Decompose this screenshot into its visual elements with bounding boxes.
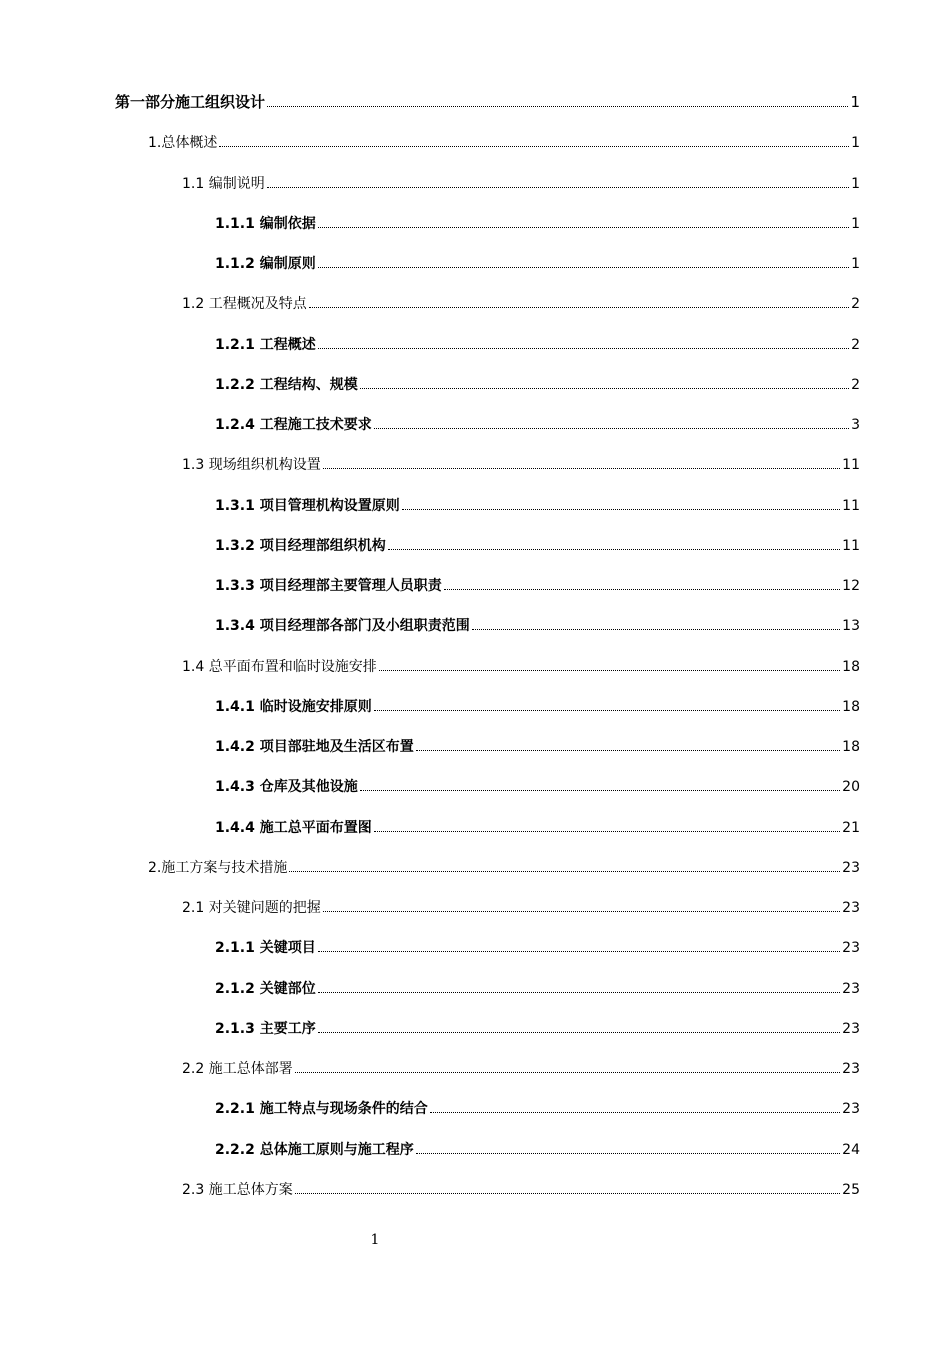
toc-entry-page-number: 23 (842, 900, 860, 916)
toc-entry-page-number: 12 (842, 578, 860, 594)
toc-row (0, 609, 950, 649)
toc-row (0, 448, 950, 488)
toc-row (0, 1012, 950, 1052)
toc-row (0, 1092, 950, 1132)
toc-leader-dots (416, 736, 840, 751)
toc-leader-dots (374, 817, 840, 832)
toc-entry[interactable] (115, 92, 860, 112)
toc-entry-page-number: 3 (851, 417, 860, 433)
table-of-contents (0, 86, 950, 1213)
toc-row (0, 770, 950, 810)
toc-entry-page-number: 24 (842, 1141, 860, 1158)
toc-row (0, 529, 950, 569)
toc-entry-label: 2.2.1 施工特点与现场条件的结合 (215, 1101, 428, 1118)
toc-entry-page-number: 1 (851, 256, 860, 272)
toc-entry-label: 1.2.1 工程概述 (215, 336, 316, 353)
toc-entry-label: 1.2.2 工程结构、规模 (215, 376, 358, 393)
toc-leader-dots (318, 937, 840, 952)
toc-entry-page-number: 23 (842, 1101, 860, 1118)
toc-row (0, 368, 950, 408)
toc-entry-label: 1.4.3 仓库及其他设施 (215, 779, 358, 796)
toc-row (0, 408, 950, 448)
toc-entry-page-number: 11 (842, 497, 860, 514)
toc-entry-label: 1.4.4 施工总平面布置图 (215, 819, 372, 836)
toc-row (0, 247, 950, 287)
toc-row (0, 1173, 950, 1213)
toc-row (0, 86, 950, 126)
toc-entry-label: 2.1.3 主要工序 (215, 1020, 316, 1037)
toc-entry[interactable] (215, 978, 860, 999)
toc-entry-page-number: 13 (842, 618, 860, 635)
toc-entry-page-number: 1 (850, 93, 860, 111)
toc-entry-page-number: 11 (842, 457, 860, 474)
toc-leader-dots (318, 978, 840, 993)
toc-entry-label: 2.1.1 关键项目 (215, 940, 316, 957)
toc-entry-page-number: 21 (842, 819, 860, 836)
toc-leader-dots (388, 535, 840, 550)
toc-entry[interactable] (215, 253, 860, 274)
toc-entry-label: 2.2 施工总体部署 (182, 1061, 293, 1077)
toc-entry-label: 2.1 对关键问题的把握 (182, 900, 321, 916)
toc-leader-dots (472, 615, 840, 630)
toc-entry[interactable] (215, 736, 860, 757)
toc-leader-dots (374, 414, 849, 429)
toc-entry-page-number: 23 (842, 1020, 860, 1037)
toc-row (0, 1052, 950, 1092)
toc-entry-page-number: 18 (842, 698, 860, 715)
toc-leader-dots (318, 334, 849, 349)
toc-entry-label: 2.1.2 关键部位 (215, 980, 316, 997)
toc-entry[interactable] (215, 213, 860, 234)
toc-entry[interactable] (182, 454, 860, 475)
footer-page-number: 1 (370, 1232, 380, 1248)
toc-entry-label: 1.4.1 临时设施安排原则 (215, 698, 372, 715)
toc-entry-label: 1.1 编制说明 (182, 175, 265, 192)
toc-entry-page-number: 1 (851, 175, 860, 192)
toc-row (0, 569, 950, 609)
toc-entry[interactable] (215, 535, 860, 556)
toc-entry-page-number: 2 (851, 336, 860, 353)
toc-row (0, 891, 950, 931)
toc-row (0, 931, 950, 971)
toc-entry-label: 1.3.3 项目经理部主要管理人员职责 (215, 578, 442, 594)
toc-entry-label: 2.3 施工总体方案 (182, 1181, 293, 1198)
toc-entry[interactable] (182, 1179, 860, 1200)
toc-entry[interactable] (215, 334, 860, 355)
toc-row (0, 972, 950, 1012)
toc-entry-page-number: 23 (842, 980, 860, 997)
toc-leader-dots (318, 1018, 840, 1033)
toc-leader-dots (430, 1098, 840, 1113)
page-footer (0, 1232, 950, 1248)
toc-entry[interactable] (215, 817, 860, 838)
toc-row (0, 167, 950, 207)
toc-entry-page-number: 18 (842, 658, 860, 675)
toc-entry-label: 1.1.2 编制原则 (215, 256, 316, 272)
toc-entry[interactable] (148, 132, 860, 153)
toc-entry-page-number: 1 (851, 215, 860, 232)
toc-entry-page-number: 2 (851, 296, 860, 313)
toc-leader-dots (295, 1058, 840, 1073)
toc-row (0, 650, 950, 690)
toc-leader-dots (309, 293, 849, 308)
toc-entry[interactable] (215, 696, 860, 717)
toc-entry-page-number: 2 (851, 376, 860, 393)
toc-row (0, 126, 950, 166)
toc-entry-page-number: 23 (842, 1061, 860, 1077)
toc-row (0, 1133, 950, 1173)
toc-entry[interactable] (215, 414, 860, 435)
toc-entry[interactable] (182, 173, 860, 194)
toc-leader-dots (289, 857, 840, 872)
toc-leader-dots (295, 1179, 840, 1194)
toc-leader-dots (402, 495, 840, 510)
toc-entry-page-number: 20 (842, 779, 860, 796)
toc-entry-label: 2.施工方案与技术措施 (148, 859, 288, 876)
toc-row (0, 207, 950, 247)
toc-entry-page-number: 11 (842, 537, 860, 554)
toc-entry[interactable] (215, 1098, 860, 1119)
toc-entry-label: 1.3.2 项目经理部组织机构 (215, 537, 386, 554)
toc-entry-page-number: 23 (842, 940, 860, 957)
toc-leader-dots (318, 253, 849, 268)
toc-entry[interactable] (182, 1058, 860, 1079)
toc-leader-dots (379, 656, 840, 671)
toc-row (0, 328, 950, 368)
toc-entry-label: 第一部分施工组织设计 (115, 93, 266, 111)
toc-row (0, 287, 950, 327)
toc-entry-label: 1.总体概述 (148, 135, 218, 152)
toc-entry[interactable] (215, 937, 860, 958)
toc-leader-dots (267, 92, 848, 107)
toc-entry-label: 1.2.4 工程施工技术要求 (215, 417, 372, 433)
toc-entry[interactable] (148, 857, 860, 878)
toc-entry[interactable] (215, 575, 860, 596)
toc-leader-dots (318, 213, 849, 228)
toc-row (0, 690, 950, 730)
toc-leader-dots (323, 897, 840, 912)
toc-entry-label: 1.3.4 项目经理部各部门及小组职责范围 (215, 618, 470, 635)
toc-entry-page-number: 1 (851, 135, 860, 152)
toc-leader-dots (416, 1139, 840, 1154)
toc-entry[interactable] (215, 495, 860, 516)
toc-row (0, 851, 950, 891)
toc-entry[interactable] (215, 615, 860, 636)
toc-entry-label: 1.3.1 项目管理机构设置原则 (215, 497, 400, 514)
toc-entry[interactable] (182, 897, 860, 918)
toc-entry-label: 1.1.1 编制依据 (215, 215, 316, 232)
toc-entry[interactable] (215, 1018, 860, 1039)
toc-entry-label: 2.2.2 总体施工原则与施工程序 (215, 1141, 414, 1158)
toc-entry[interactable] (215, 374, 860, 395)
toc-leader-dots (323, 454, 840, 469)
toc-entry-label: 1.4 总平面布置和临时设施安排 (182, 658, 377, 675)
toc-leader-dots (360, 374, 849, 389)
toc-row (0, 730, 950, 770)
toc-row (0, 811, 950, 851)
toc-entry[interactable] (182, 656, 860, 677)
toc-entry-page-number: 23 (842, 859, 860, 876)
toc-leader-dots (219, 132, 849, 147)
toc-leader-dots (267, 173, 849, 188)
toc-entry[interactable] (215, 776, 860, 797)
toc-entry-page-number: 25 (842, 1181, 860, 1198)
toc-leader-dots (360, 776, 840, 791)
toc-entry-label: 1.3 现场组织机构设置 (182, 457, 321, 474)
toc-leader-dots (374, 696, 840, 711)
toc-entry-label: 1.4.2 项目部驻地及生活区布置 (215, 739, 414, 755)
toc-entry-label: 1.2 工程概况及特点 (182, 296, 307, 313)
toc-row (0, 489, 950, 529)
toc-entry-page-number: 18 (842, 739, 860, 755)
toc-entry[interactable] (182, 293, 860, 314)
toc-entry[interactable] (215, 1139, 860, 1160)
toc-leader-dots (444, 575, 840, 590)
